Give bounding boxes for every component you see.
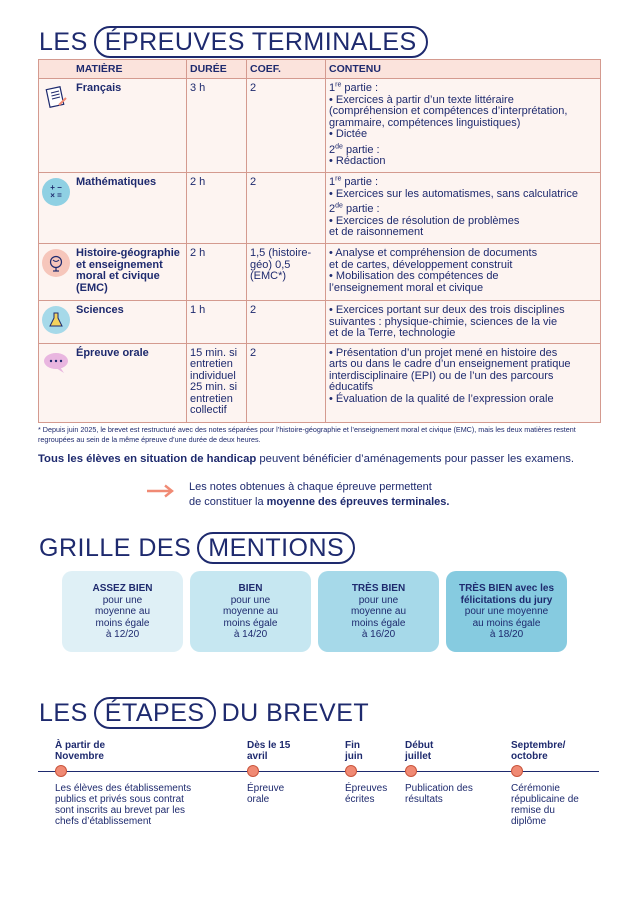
coef-value: 2 — [247, 173, 326, 244]
contenu-line: 2de partie : — [329, 142, 380, 156]
step-date: Dès le 15 avril — [247, 740, 291, 762]
contenu-line: éducatifs — [329, 381, 374, 393]
mention-card-tres-bien — [318, 571, 439, 652]
matiere-label: Sciences — [76, 304, 124, 316]
contenu-line: interdisciplinaire (EPI) ou de l’un des parcours — [329, 369, 554, 382]
note-line-2 — [189, 495, 449, 510]
coef-value: 1,5 (histoire-géo) 0,5 (EMC*) — [247, 244, 326, 301]
mention-text: moyenne au — [350, 606, 407, 617]
mention-text: pour une moyenne — [464, 606, 549, 617]
contenu-line: • Exercices de résolution de problèmes — [329, 214, 520, 227]
contenu-line: 2de partie : — [329, 202, 380, 215]
section-title-pill: ÉPREUVES TERMINALES — [94, 26, 428, 58]
contenu-line: l’enseignement moral et civique — [329, 281, 484, 294]
header-matiere: MATIÈRE — [39, 60, 187, 79]
contenu-line: • Évaluation de la qualité de l’expression orale — [329, 392, 554, 405]
contenu-line: • Dictée — [329, 128, 368, 140]
globe-icon — [42, 249, 70, 277]
contenu-cell — [326, 173, 601, 244]
mentions-grid — [62, 571, 567, 652]
table-row — [39, 79, 601, 173]
contenu-line: • Analyse et compréhension de documents — [329, 247, 538, 259]
contenu-line: • Mobilisation des compétences de — [329, 270, 499, 282]
timeline-dot — [405, 765, 417, 777]
contenu-line: arts ou dans le cadre d’un enseignement pratique — [329, 358, 571, 370]
footnote: * Depuis juin 2025, le brevet est restructuré avec des notes séparées pour l’histoire-géographie et l’enseignement moral et civique (EMC), mais les deux matières restent regroupées au sein de la même épreuve d’une durée de deux heures. — [38, 425, 576, 444]
table-row — [39, 173, 601, 244]
matiere-label: Français — [76, 82, 122, 94]
handicap-note — [38, 453, 574, 465]
section-title-prefix: LES — [39, 698, 88, 727]
coef-value: 2 — [247, 301, 326, 344]
contenu-line: 1re partie : — [329, 175, 379, 188]
step-desc: Cérémonie républicaine de remise du diplôme — [511, 783, 579, 827]
mention-title: TRÈS BIEN — [351, 583, 406, 594]
section-title-mentions — [39, 532, 355, 564]
mention-text: moins égale — [95, 617, 150, 629]
duree-value: 2 h — [187, 244, 247, 301]
mention-text: à 16/20 — [361, 629, 396, 640]
duree-value: 3 h — [187, 79, 247, 173]
step-desc: Les élèves des établissements publics et privés sous contrat sont inscrits au brevet par les chefs d’établissement — [55, 783, 192, 827]
header-duree: DURÉE — [187, 60, 247, 79]
contenu-line: et de la Terre, technologie — [329, 327, 456, 339]
contenu-line: • Rédaction — [329, 155, 386, 167]
mention-text: à 14/20 — [233, 629, 268, 640]
duree-value: 2 h — [187, 173, 247, 244]
mention-text: moins égale — [351, 617, 406, 629]
contenu-line: • Exercices à partir d’un texte littéraire — [329, 93, 514, 106]
contenu-line: et de raisonnement — [329, 226, 424, 238]
section-title-epreuves — [39, 26, 428, 58]
mention-title: TRÈS BIEN avec les félicitations du jury — [458, 583, 555, 606]
epreuves-table — [38, 59, 600, 423]
timeline-dot — [247, 765, 259, 777]
header-coef: COEF. — [247, 60, 326, 79]
timeline-dot — [55, 765, 67, 777]
matiere-label: Mathématiques — [76, 176, 157, 188]
mention-text: moyenne au — [222, 606, 279, 617]
duree-value: 15 min. si entretien individuel 25 min. si entretien collectif — [187, 343, 247, 422]
section-title-pill: ÉTAPES — [94, 697, 216, 729]
section-title-prefix: GRILLE DES — [39, 533, 192, 562]
contenu-line: • Exercices sur les automatismes, sans calculatrice — [329, 187, 578, 200]
step-desc: Publication des résultats — [405, 783, 473, 805]
mention-text: au moins égale — [472, 617, 541, 629]
step-desc: Épreuves écrites — [345, 783, 388, 805]
note-line-2-bold: moyenne des épreuves terminales. — [266, 496, 450, 508]
contenu-line: et de cartes, développement construit — [329, 258, 513, 271]
contenu-cell — [326, 343, 601, 422]
matiere-label: Histoire-géographie et enseignement moral et civique (EMC) — [76, 247, 180, 294]
contenu-line: • Exercices portant sur deux des trois disciplines — [329, 304, 565, 316]
step-date: Fin juin — [345, 740, 363, 762]
contenu-cell — [326, 79, 601, 173]
flask-icon — [42, 306, 70, 334]
mention-card-felicitations — [446, 571, 567, 652]
section-title-pill: MENTIONS — [197, 532, 355, 564]
mention-text: moyenne au — [94, 606, 151, 617]
mention-text: à 12/20 — [105, 629, 140, 640]
contenu-cell — [326, 301, 601, 344]
coef-value: 2 — [247, 79, 326, 173]
mention-text: pour une — [230, 594, 271, 606]
mention-text: pour une — [358, 594, 399, 606]
math-icon: + − × = — [42, 178, 70, 206]
section-title-prefix: LES — [39, 27, 88, 56]
handicap-bold: Tous les élèves en situation de handicap — [38, 453, 257, 465]
section-title-suffix: DU BREVET — [221, 698, 370, 727]
mention-card-bien — [190, 571, 311, 652]
moyenne-note — [146, 480, 449, 510]
contenu-line: 1re partie : — [329, 81, 379, 94]
table-row — [39, 343, 601, 422]
timeline-dot — [345, 765, 357, 777]
table-row — [39, 244, 601, 301]
timeline-dot — [511, 765, 523, 777]
arrow-right-icon — [146, 484, 176, 498]
mention-title: ASSEZ BIEN — [92, 583, 153, 594]
table-header-row — [39, 60, 601, 79]
mention-text: moins égale — [223, 617, 278, 629]
speech-bubble-icon — [42, 349, 70, 377]
duree-value: 1 h — [187, 301, 247, 344]
mention-card-assez-bien — [62, 571, 183, 652]
mention-text: pour une — [102, 594, 143, 606]
contenu-line: grammaire, compétences linguistiques) — [329, 116, 521, 129]
step-date: Septembre/ octobre — [511, 740, 566, 762]
contenu-line: suivantes : physique-chimie, sciences de la vie — [329, 315, 558, 328]
handicap-rest: peuvent bénéficier d’aménagements pour passer les examens. — [256, 453, 575, 465]
step-desc: Épreuve orale — [247, 783, 285, 805]
step-date: Début juillet — [405, 740, 434, 762]
coef-value: 2 — [247, 343, 326, 422]
matiere-label: Épreuve orale — [76, 346, 149, 359]
mention-title: BIEN — [238, 583, 263, 594]
step-date: À partir de Novembre — [55, 740, 106, 762]
contenu-cell — [326, 244, 601, 301]
contenu-line: (compréhension et compétences d’interprétation, — [329, 105, 568, 117]
table-row — [39, 301, 601, 344]
note-line-2-prefix: de constituer la — [189, 496, 267, 508]
header-contenu: CONTENU — [326, 60, 601, 79]
mention-text: à 18/20 — [489, 629, 524, 640]
section-title-etapes — [39, 697, 369, 729]
document-icon — [42, 84, 70, 112]
note-line-1: Les notes obtenues à chaque épreuve permettent — [189, 481, 432, 493]
contenu-line: • Présentation d’un projet mené en histoire des — [329, 346, 558, 359]
